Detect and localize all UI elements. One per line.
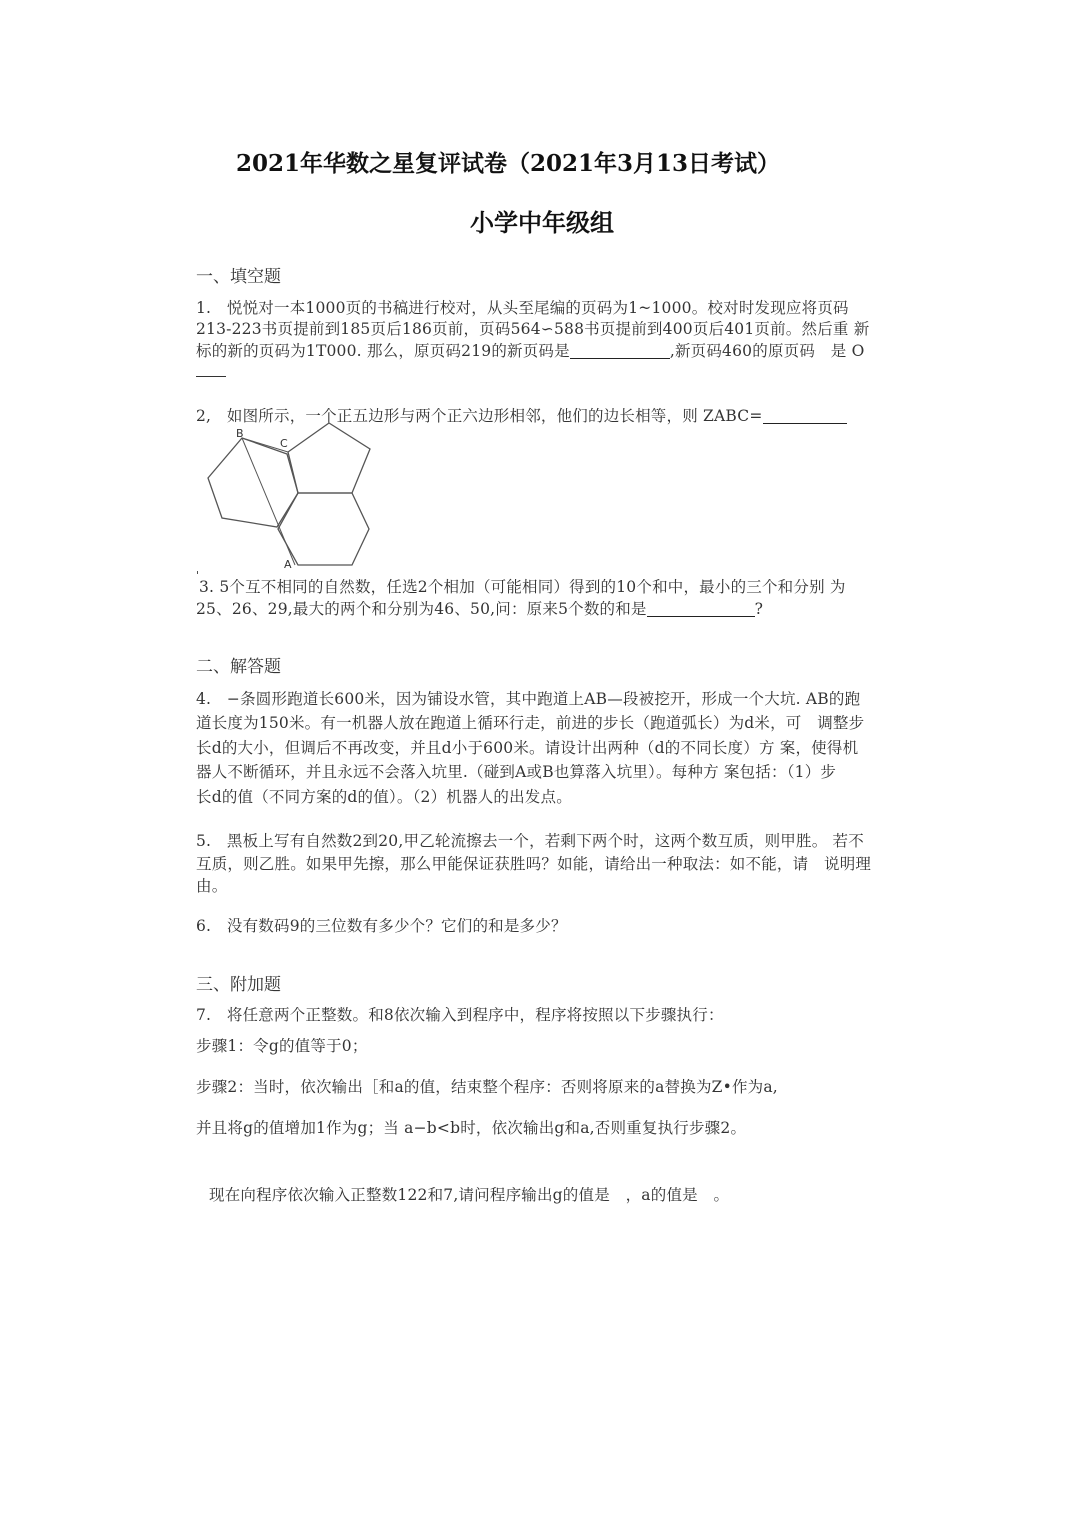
q6-line: 6. 没有数码9的三位数有多少个？它们的和是多少？ (196, 917, 567, 935)
q4-line-5: 长d的值（不同方案的d的值）。（2）机器人的出发点。 (196, 788, 572, 806)
label-c: C (280, 437, 288, 450)
q1-line-1: 1. 悦悦对一本1000页的书稿进行校对，从头至尾编的页码为1~1000。校对时发现应将页码 (196, 299, 849, 317)
q4-line-4: 器人不断循环，并且永远不会落入坑里.（碰到A或B也算落入坑里）。每种方 案包括：（1）步 (196, 763, 837, 781)
paper-title: 2021年华数之星复评试卷（2021年3月13日考试） (236, 150, 781, 177)
polygon-figure (200, 418, 380, 568)
label-a: A (284, 558, 292, 568)
q1-line-3-part-a: 标的新的页码为1T000. 那么，原页码219的新页码是 (196, 342, 570, 360)
q7-question: 现在向程序依次输入正整数122和7,请问程序输出g的值是 ，a的值是 。 (209, 1186, 730, 1204)
pentagon (288, 423, 370, 493)
q2-text: 2, 如图所示，一个正五边形与两个正六边形相邻，他们的边长相等，则 ZABC= (196, 407, 763, 425)
q7-step-2: 步骤2：当时，依次输出［和a的值，结束整个程序：否则将原来的a替换为Z•作为a, (196, 1078, 778, 1096)
q1-answer-blank-1[interactable] (570, 342, 670, 359)
q4-line-3: 长d的大小，但调后不再改变，并且d小于600米。请设计出两种（d的不同长度）方 案，使得机 (196, 739, 859, 757)
q5-line-2: 互质，则乙胜。如果甲先擦，那么甲能保证获胜吗？如能，请给出一种取法：如不能，请 说明理 (196, 855, 872, 873)
q5-line-1: 5. 黑板上写有自然数2到20,甲乙轮流擦去一个，若剩下两个时，这两个数互质，则甲胜。 若不 (196, 832, 864, 850)
q7-step-1: 步骤1：令g的值等于0； (196, 1037, 368, 1055)
q1-line-2: 213-223书页提前到185页后186页前，页码564∽588书页提前到400页后401页前。然后重 新 (196, 320, 870, 338)
segment-ba (242, 438, 295, 565)
q3-answer-blank[interactable] (647, 600, 755, 617)
q4-line-1: 4. −条圆形跑道长600米，因为铺设水管，其中跑道上AB—段被挖开，形成一个大坑. AB的跑 (196, 690, 861, 708)
q1-answer-blank-2[interactable] (196, 376, 226, 377)
q3-line-2-part-b: ? (754, 600, 764, 618)
q5-line-3: 由。 (196, 877, 228, 895)
q1-line-3-part-b: ,新页码460的原页码 是 O (669, 342, 865, 360)
paper-subtitle: 小学中年级组 (470, 208, 614, 237)
q7-step-2-cont: 并且将g的值增加1作为g；当 a−b<b时，依次输出g和a,否则重复执行步骤2。 (196, 1119, 747, 1137)
q3-line-2-part-a: 25、26、29,最大的两个和分别为46、50,问：原来5个数的和是 (196, 600, 647, 618)
q3-line-2 (196, 597, 763, 619)
q3-line-1: 3. 5个互不相同的自然数，任选2个相加（可能相同）得到的10个和中，最小的三个和分别 为 (199, 578, 846, 596)
section-heading-fill-in: 一、填空题 (196, 267, 281, 287)
q4-line-2: 道长度为150米。有一机器人放在跑道上循环行走，前进的步长（跑道弧长）为d米，可 调整步 (196, 714, 865, 732)
q3-stray-mark: ' (196, 569, 200, 582)
q7-line-1: 7. 将任意两个正整数。和8依次输入到程序中，程序将按照以下步骤执行： (196, 1006, 724, 1024)
q1-line-3 (196, 339, 864, 361)
bottom-hexagon (278, 493, 369, 565)
section-heading-problems: 二、解答题 (196, 657, 281, 677)
label-b: B (236, 427, 244, 440)
section-heading-bonus: 三、附加题 (196, 975, 281, 995)
q2-answer-blank[interactable] (763, 407, 847, 424)
